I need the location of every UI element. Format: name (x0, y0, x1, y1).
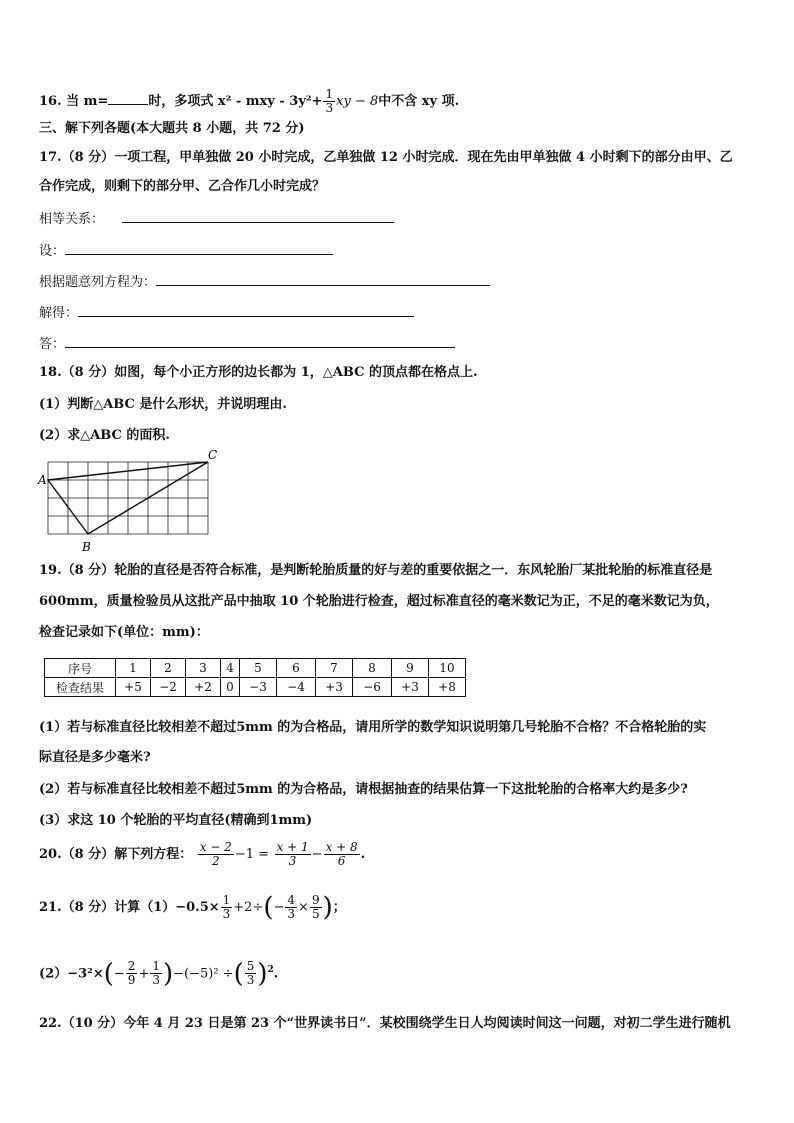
q17-blank-answer (65, 333, 455, 348)
q18-grid-lines (48, 462, 208, 534)
q17-field-let (39, 240, 333, 261)
q17-field-solve (39, 302, 414, 323)
q20-frac-1-den: 2 (211, 854, 220, 868)
q21-b-frac-3 (245, 960, 257, 987)
q19-part1-line1: (1）若与标准直径比较相差不超过5mm 的为合格品，请用所学的数学知识说明第几号轮胎不合格？不合格轮胎的实 (39, 720, 707, 735)
q21-a-left-paren: ( (263, 892, 274, 923)
q21-b-mid: −(−5)² ÷ (173, 966, 234, 982)
q21-b-frac-3-den: 3 (246, 973, 255, 988)
q16-text-b: 时，多项式 x² - mxy - 3y²+ (148, 94, 323, 109)
table-cell: 10 (429, 659, 466, 678)
q19-line1: 19.（8 分）轮胎的直径是否符合标准，是判断轮胎质量的好与差的重要依据之一．东风轮胎厂某批轮胎的标准直径是 (39, 563, 713, 578)
q18-line1: 18.（8 分）如图，每个小正方形的边长都为 1，△ABC 的顶点都在格点上. (39, 365, 478, 380)
table-cell: 0 (221, 678, 240, 697)
q21-part2-line (39, 952, 278, 992)
q17-field-relation (39, 208, 394, 229)
q21-b-plus: + (138, 966, 150, 982)
table-cell: +3 (316, 678, 353, 697)
q19-part2: (2）若与标准直径比较相差不超过5mm 的为合格品，请根据抽查的结果估算一下这批轮胎的合格率大约是多少? (39, 782, 688, 797)
q17-blank-solve (78, 302, 414, 317)
q21-b-neg: − (113, 966, 125, 982)
q20-frac-3 (324, 841, 360, 868)
q17-field-answer-label: 答： (39, 337, 66, 352)
q21-text: 21.（8 分）计算（1）−0.5× (39, 900, 220, 915)
q20-minus: − (311, 847, 323, 862)
q16-number: 16. (39, 94, 62, 109)
q21-a-frac-3-den: 5 (311, 907, 320, 921)
q20-mid: −1 = (234, 847, 270, 862)
q17-blank-relation (122, 208, 394, 223)
q21-a-neg: − (273, 900, 285, 915)
q21-b-exponent: 2 (267, 965, 274, 975)
q21-b-right-paren: ) (162, 958, 174, 989)
q22-line1: 22.（10 分）今年 4 月 23 日是第 23 个“世界读书日”．某校围绕学生日人均阅读时间这一问题，对初二学生进行随机 (39, 1016, 731, 1031)
q21-b-end: . (273, 966, 279, 982)
table-cell: −4 (277, 678, 316, 697)
vertex-b-label: B (82, 540, 91, 554)
q20-frac-1 (198, 841, 234, 868)
q21-a-frac-3-num: 9 (311, 893, 320, 907)
table-cell: −6 (353, 678, 392, 697)
q17-blank-equation (156, 271, 490, 286)
q21-a-end: ； (332, 900, 346, 915)
q19-inspection-table (44, 658, 466, 697)
q16-fraction (323, 88, 335, 115)
q17-field-relation-label: 相等关系： (39, 212, 105, 227)
vertex-c-label: C (208, 448, 218, 462)
table-cell: +8 (429, 678, 466, 697)
q20-frac-2-den: 3 (288, 854, 297, 868)
table-cell: +2 (186, 678, 221, 697)
table-cell: +5 (116, 678, 151, 697)
q21-a-times: × (298, 900, 309, 915)
q17-line1: 17.（8 分）一项工程，甲单独做 20 小时完成，乙单独做 12 小时完成．现在先由甲单独做 4 小时剩下的部分由甲、乙 (39, 150, 733, 165)
table-cell: −3 (240, 678, 277, 697)
q21-part1-line (39, 890, 346, 926)
q21-a-frac-1-num: 1 (222, 893, 231, 907)
q18-part2: (2）求△ABC 的面积. (39, 428, 170, 443)
q21-b-frac-1-num: 2 (127, 959, 136, 974)
table-cell: 6 (277, 659, 316, 678)
q16-text-a: 当 m= (66, 94, 109, 109)
q21-b-frac-2-num: 1 (152, 959, 160, 974)
q17-field-let-label: 设： (39, 244, 66, 259)
q17-field-solve-label: 解得： (39, 306, 79, 321)
q20-frac-3-den: 6 (337, 854, 346, 868)
q17-line2: 合作完成，则剩下的部分甲、乙合作几小时完成？ (39, 179, 326, 194)
q21-a-mid: +2÷ (233, 900, 264, 915)
q19-line2: 600mm，质量检验员从这批产品中抽取 10 个轮胎进行检查，超过标准直径的毫米数记为正，不足的毫米数记为负， (39, 594, 719, 609)
q21-a-right-paren: ) (322, 892, 333, 923)
q18-grid-figure (36, 447, 226, 557)
q17-field-equation-label: 根据题意列方程为： (39, 275, 157, 290)
q21-a-frac-2-num: 4 (287, 893, 296, 907)
table-cell: 7 (316, 659, 353, 678)
q18-part1: (1）判断△ABC 是什么形状，并说明理由. (39, 397, 287, 412)
table-cell: 序号 (45, 659, 116, 678)
q21-b-left-paren-2: ( (233, 958, 244, 989)
section-3-heading: 三、解下列各题(本大题共 8 小题，共 72 分) (39, 121, 305, 136)
q20-frac-1-num: x − 2 (199, 840, 232, 854)
q21-a-frac-2 (285, 894, 297, 921)
table-cell: 2 (151, 659, 186, 678)
table-row (45, 678, 466, 697)
q21-b-left-paren: ( (103, 958, 114, 989)
table-cell: 4 (221, 659, 240, 678)
q16-line (39, 88, 459, 115)
q16-text-c: xy − 8 (336, 94, 379, 109)
table-cell: 3 (186, 659, 221, 678)
q20-frac-2 (275, 841, 311, 868)
q21-b-frac-1 (126, 960, 138, 987)
q16-frac-den: 3 (325, 101, 334, 115)
q21-b-right-paren-2: ) (257, 958, 268, 989)
q20-frac-2-num: x + 1 (276, 840, 309, 854)
q21-a-frac-3 (310, 894, 322, 921)
q16-text-d: 中不含 xy 项. (378, 94, 460, 109)
q16-blank (108, 90, 148, 105)
table-cell: +3 (392, 678, 429, 697)
q16-frac-num: 1 (325, 87, 334, 101)
q20-frac-3-num: x + 8 (325, 840, 358, 854)
table-cell: 检查结果 (45, 678, 116, 697)
table-cell: 1 (116, 659, 151, 678)
q19-line3: 检查记录如下(单位：mm)： (39, 625, 209, 640)
table-cell: −2 (151, 678, 186, 697)
q20-end: . (360, 847, 366, 862)
q17-field-answer (39, 333, 455, 354)
q21-b-frac-2 (150, 960, 162, 987)
q17-blank-let (65, 240, 333, 255)
q19-part1-line2: 际直径是多少毫米? (39, 750, 151, 765)
q21-b-frac-2-den: 3 (152, 973, 160, 988)
vertex-a-label: A (38, 473, 47, 487)
q19-part3: (3）求这 10 个轮胎的平均直径(精确到1mm) (39, 813, 313, 828)
q20-line (39, 838, 365, 872)
table-cell: 8 (353, 659, 392, 678)
table-header-row (45, 659, 466, 678)
q17-field-equation (39, 271, 490, 292)
q21-b-frac-3-num: 5 (246, 959, 255, 974)
q21-a-frac-1-den: 3 (222, 907, 231, 921)
table-cell: 9 (392, 659, 429, 678)
q21-a-frac-2-den: 3 (287, 907, 296, 921)
q21-b-text: (2）−3²× (39, 966, 104, 982)
table-cell: 5 (240, 659, 277, 678)
q21-b-frac-1-den: 9 (127, 973, 136, 988)
q21-a-frac-1 (221, 894, 233, 921)
q20-text: 20.（8 分）解下列方程： (39, 847, 193, 862)
